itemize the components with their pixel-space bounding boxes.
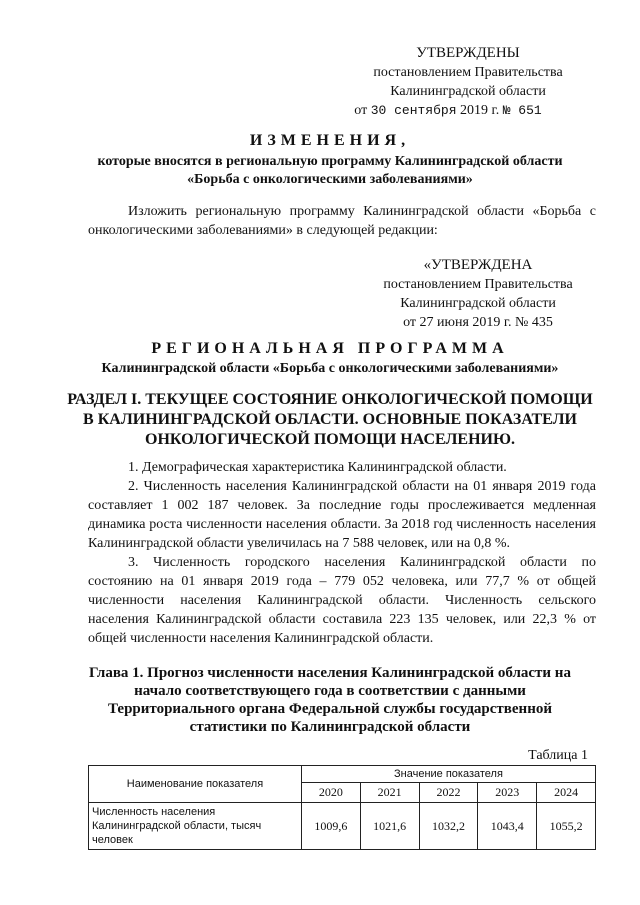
approval-second-date: от 27 июня 2019 г. № 435: [403, 315, 553, 330]
approval-second-title: «УТВЕРЖДЕНА: [423, 257, 533, 273]
table-value-cell: 1021,6: [360, 803, 419, 850]
section-heading-line-1: РАЗДЕЛ I. ТЕКУЩЕЕ СОСТОЯНИЕ ОНКОЛОГИЧЕСКОЙ ПОМОЩИ: [67, 391, 593, 408]
table-year-cell: 2020: [301, 783, 360, 803]
paragraph-1: 1. Демографическая характеристика Калининградской области.: [128, 460, 507, 475]
chapter-heading-line-2: начало соответствующего года в соответствии с данными: [134, 683, 526, 699]
paragraph-3: 3. Численность городского населения Калининградской области по состоянию на 01 января 2019 года – 779 052 человека, или 77,7 % от общей численности населения Калининградской области. Численность сельского населения Калининградской области составила 223 135 человек, или 22,3 % от общей численности населения Калининградской области.: [88, 555, 596, 646]
changes-title: ИЗМЕНЕНИЯ,: [249, 132, 411, 149]
table-row-name: Численность населения Калининградской области, тысяч человек: [89, 803, 302, 850]
table-row: [89, 803, 596, 850]
table-header-row: [89, 766, 596, 783]
table-year-cell: 2023: [478, 783, 537, 803]
approval-top-line3: Калининградской области: [390, 84, 546, 99]
approval-top-date: [308, 101, 588, 120]
approval-top-number: № 651: [502, 103, 542, 118]
body-paragraphs: [88, 458, 596, 648]
program-subtitle: Калининградской области «Борьба с онкологическими заболеваниями»: [101, 361, 559, 376]
table-year-cell: 2021: [360, 783, 419, 803]
program-heading: [60, 340, 600, 378]
table-value-cell: 1055,2: [537, 803, 596, 850]
table-value-cell: 1043,4: [478, 803, 537, 850]
paragraph-2: 2. Численность населения Калининградской области на 01 января 2019 года составляет 1 002 187 человек. За последние годы прослеживается медленная динамика роста численности населения области. За 2018 год численность населения Калининградской области увеличилась на 7 588 человек, или на 0,8 %.: [88, 479, 596, 551]
approval-top-year: 2019 г.: [460, 103, 500, 118]
program-title: РЕГИОНАЛЬНАЯ ПРОГРАММА: [151, 340, 509, 357]
approval-top-title: УТВЕРЖДЕНЫ: [416, 45, 520, 61]
approval-top-date-prefix: от: [354, 103, 368, 118]
chapter-heading-line-4: статистики по Калининградской области: [189, 719, 471, 735]
table-year-cell: 2024: [537, 783, 596, 803]
table-header-name: Наименование показателя: [89, 766, 302, 803]
approval-top-date-value: 30 сентября: [370, 103, 457, 118]
chapter-heading-line-1: Глава 1. Прогноз численности населения Калининградской области на: [89, 665, 571, 681]
approval-second-line3: Калининградской области: [400, 296, 556, 311]
table-value-cell: 1032,2: [419, 803, 478, 850]
chapter-heading: [60, 664, 600, 736]
population-table: [88, 765, 596, 850]
approval-block-top: [348, 44, 588, 120]
approval-second-line2: постановлением Правительства: [383, 277, 573, 292]
changes-heading: [60, 132, 600, 189]
approval-top-line2: постановлением Правительства: [373, 65, 563, 80]
intro-text: Изложить региональную программу Калининградской области «Борьба с онкологическими заболеваниями» в следующей редакции:: [88, 204, 596, 238]
section-heading-line-3: ОНКОЛОГИЧЕСКОЙ ПОМОЩИ НАСЕЛЕНИЮ.: [145, 431, 515, 448]
intro-paragraph: [88, 202, 596, 240]
table-label: Таблица 1: [528, 748, 588, 763]
table-value-cell: 1009,6: [301, 803, 360, 850]
chapter-heading-line-3: Территориального органа Федеральной службы государственной: [108, 701, 552, 717]
table-header-value: Значение показателя: [301, 766, 595, 783]
changes-subtitle-2: «Борьба с онкологическими заболеваниями»: [187, 172, 473, 187]
approval-block-second: [368, 256, 588, 332]
section-heading: [60, 390, 600, 450]
table-year-cell: 2022: [419, 783, 478, 803]
section-heading-line-2: В КАЛИНИНГРАДСКОЙ ОБЛАСТИ. ОСНОВНЫЕ ПОКАЗАТЕЛИ: [83, 411, 577, 428]
changes-subtitle-1: которые вносятся в региональную программу Калининградской области: [97, 154, 563, 169]
